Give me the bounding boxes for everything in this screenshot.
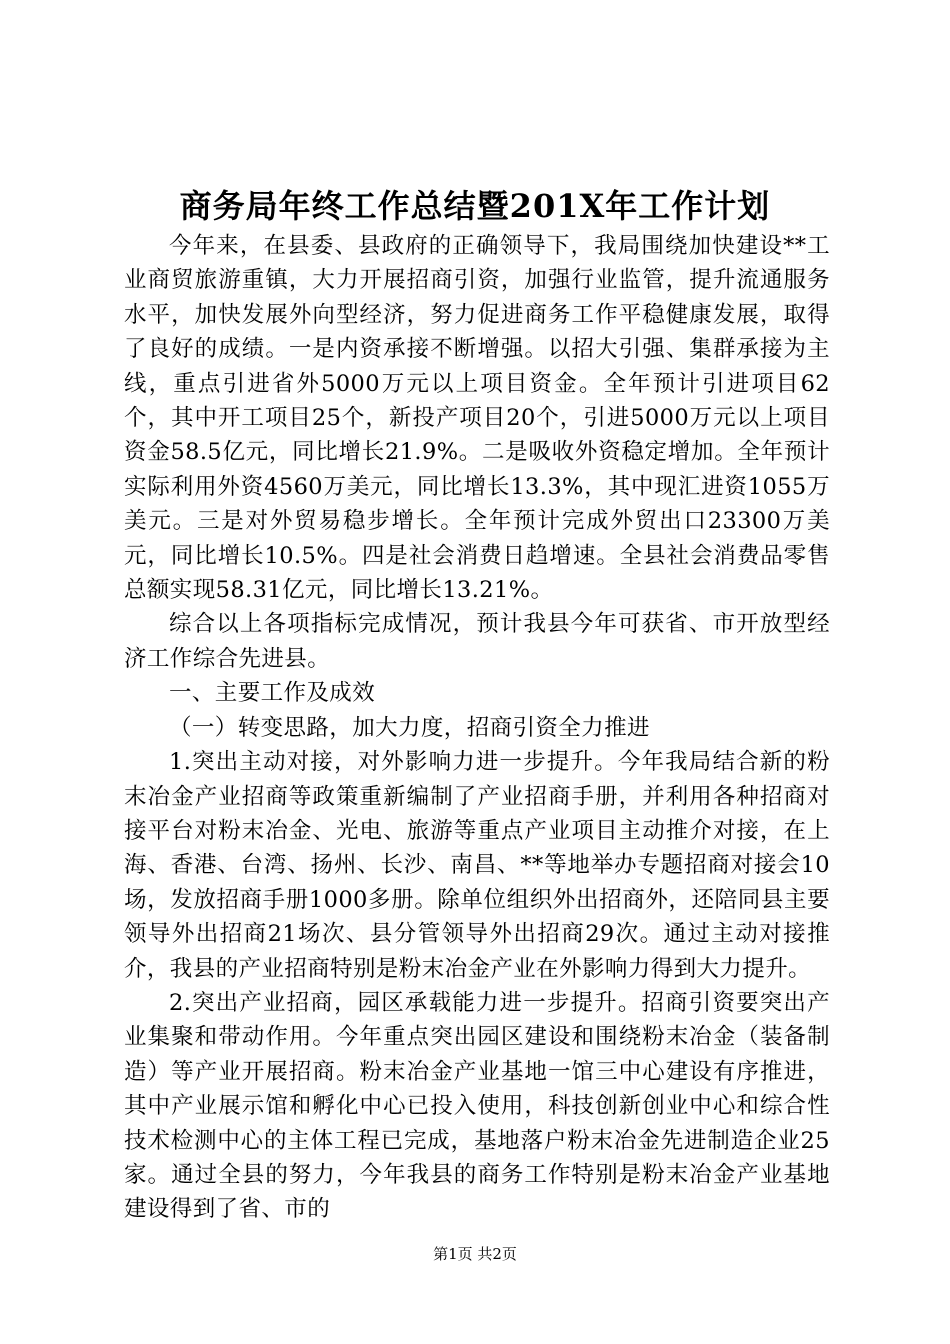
- paragraph-item-1: 1.突出主动对接，对外影响力进一步提升。今年我局结合新的粉末冶金产业招商等政策重新编制了产业招商手册，并利用各种招商对接平台对粉末冶金、光电、旅游等重点产业项目主动推介对接，在上海、香港、台湾、扬州、长沙、南昌、**等地举办专题招商对接会10场，发放招商手册1000多册。除单位组织外出招商外，还陪同县主要领导外出招商21场次、县分管领导外出招商29次。通过主动对接推介，我县的产业招商特别是粉末冶金产业在外影响力得到大力提升。: [124, 749, 830, 982]
- paragraph-summary: 综合以上各项指标完成情况，预计我县今年可获省、市开放型经济工作综合先进县。: [124, 611, 830, 672]
- subsection-heading-investment: （一）转变思路，加大力度，招商引资全力推进: [169, 714, 650, 741]
- paragraph-intro: 今年来，在县委、县政府的正确领导下，我局围绕加快建设**工业商贸旅游重镇，大力开展招商引资，加强行业监管，提升流通服务水平，加快发展外向型经济，努力促进商务工作平稳健康发展，取得了良好的成绩。一是内资承接不断增强。以招大引强、集群承接为主线，重点引进省外5000万元以上项目资金。全年预计引进项目62个，其中开工项目25个，新投产项目20个，引进5000万元以上项目资金58.5亿元，同比增长21.9%。二是吸收外资稳定增加。全年预计实际利用外资4560万美元，同比增长13.3%，其中现汇进资1055万美元。三是对外贸易稳步增长。全年预计完成外贸出口23300万美元，同比增长10.5%。四是社会消费日趋增速。全县社会消费品零售总额实现58.31亿元，同比增长13.21%。: [124, 233, 830, 604]
- page-footer: 第1页 共2页: [433, 1245, 517, 1263]
- document-body: [124, 229, 830, 1227]
- section-heading-main-work: 一、主要工作及成效: [169, 680, 376, 707]
- document-title: 商务局年终工作总结暨201X年工作计划: [179, 187, 771, 225]
- paragraph-item-2: 2.突出产业招商，园区承载能力进一步提升。招商引资要突出产业集聚和带动作用。今年重点突出园区建设和围绕粉末冶金（装备制造）等产业开展招商。粉末冶金产业基地一馆三中心建设有序推进，其中产业展示馆和孵化中心已投入使用，科技创新创业中心和综合性技术检测中心的主体工程已完成，基地落户粉末冶金先进制造企业25家。通过全县的努力，今年我县的商务工作特别是粉末冶金产业基地建设得到了省、市的: [124, 989, 830, 1223]
